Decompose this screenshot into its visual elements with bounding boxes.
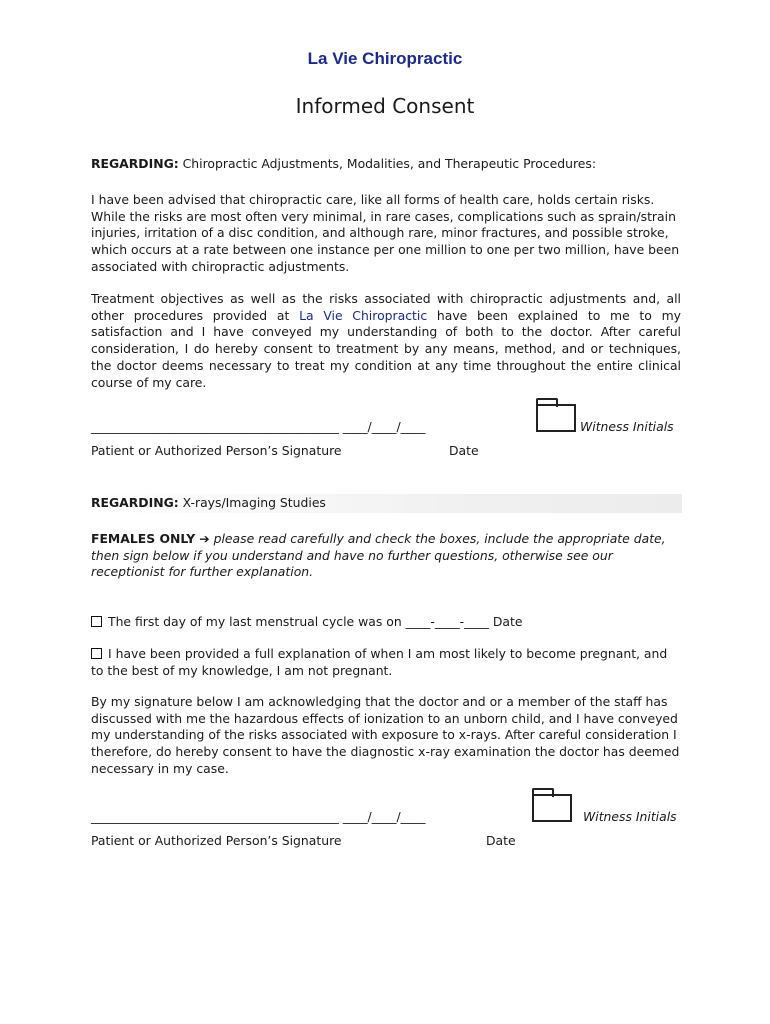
checkbox-menstrual[interactable]: [91, 616, 102, 627]
witness-initials-box-1[interactable]: [536, 404, 576, 432]
females-only-label: FEMALES ONLY: [91, 531, 196, 546]
section1-paragraph2: [91, 291, 681, 391]
signature-label-1: Patient or Authorized Person’s Signature: [91, 443, 342, 458]
check-item-pregnancy: [91, 646, 681, 679]
page-title: Informed Consent: [295, 94, 475, 118]
date-label-2: Date: [486, 833, 516, 848]
witness-initials-label-2: Witness Initials: [583, 809, 677, 824]
paragraph2-before: Treatment objectives as well as the risks associated with chiropractic adjustments and, all other procedures provided at: [91, 291, 681, 323]
section2-regarding: [91, 495, 681, 512]
signature-line-2[interactable]: ________________________________________ ____/____/____: [91, 809, 426, 824]
check-item-menstrual: [91, 614, 681, 631]
check-item-menstrual-text: The first day of my last menstrual cycle was on ____-____-____ Date: [108, 614, 523, 629]
arrow-icon: ➔: [199, 531, 210, 546]
date-label-1: Date: [449, 443, 479, 458]
section2-regarding-label: REGARDING:: [91, 495, 179, 510]
females-only-text: please read carefully and check the boxes, include the appropriate date, then sign below if you understand and have no further questions, otherwise see our receptionist for further explanation.: [91, 531, 666, 580]
section1-regarding-label: REGARDING:: [91, 156, 179, 171]
paragraph2-after: have been explained to me to my satisfaction and I have conveyed my understanding of both to the doctor. After careful consideration, I do hereby consent to treatment by any means, method, and or techniques, the doctor deems necessary to treat my condition at any time throughout the entire clinical course of my care.: [91, 307, 681, 390]
section1-paragraph1: I have been advised that chiropractic care, like all forms of health care, holds certain risks. While the risks are most often very minimal, in rare cases, complications such as sprain/strain injuries, irritation of a disc condition, and although rare, minor fractures, and possible stroke, which occurs at a rate between one instance per one million to one per two million, have been associated with chiropractic adjustments.: [91, 192, 680, 274]
checkbox-pregnancy[interactable]: [91, 648, 102, 659]
signature-line-1[interactable]: ________________________________________ ____/____/____: [91, 419, 426, 434]
paragraph2-clinic-name: La Vie Chiropractic: [299, 307, 428, 323]
check-item-pregnancy-text: I have been provided a full explanation of when I am most likely to become pregnant, and to the best of my knowledge, I am not pregnant.: [91, 646, 668, 678]
witness-initials-label-1: Witness Initials: [580, 419, 674, 434]
section2-paragraph: By my signature below I am acknowledging that the doctor and or a member of the staff has discussed with me the hazardous effects of ionization to an unborn child, and I have conveyed my understanding of the risks associated with exposure to x-rays. After careful consideration I therefore, do hereby consent to have the diagnostic x-ray examination the doctor has deemed necessary in my case.: [91, 694, 680, 776]
section1-regarding-text: Chiropractic Adjustments, Modalities, and Therapeutic Procedures:: [182, 156, 597, 171]
clinic-name: La Vie Chiropractic: [307, 49, 463, 68]
witness-initials-box-2[interactable]: [532, 794, 572, 822]
section2-regarding-text: X-rays/Imaging Studies: [182, 495, 326, 510]
section1-regarding: [91, 156, 681, 173]
signature-label-2: Patient or Authorized Person’s Signature: [91, 833, 342, 848]
females-only-instructions: [91, 531, 681, 581]
